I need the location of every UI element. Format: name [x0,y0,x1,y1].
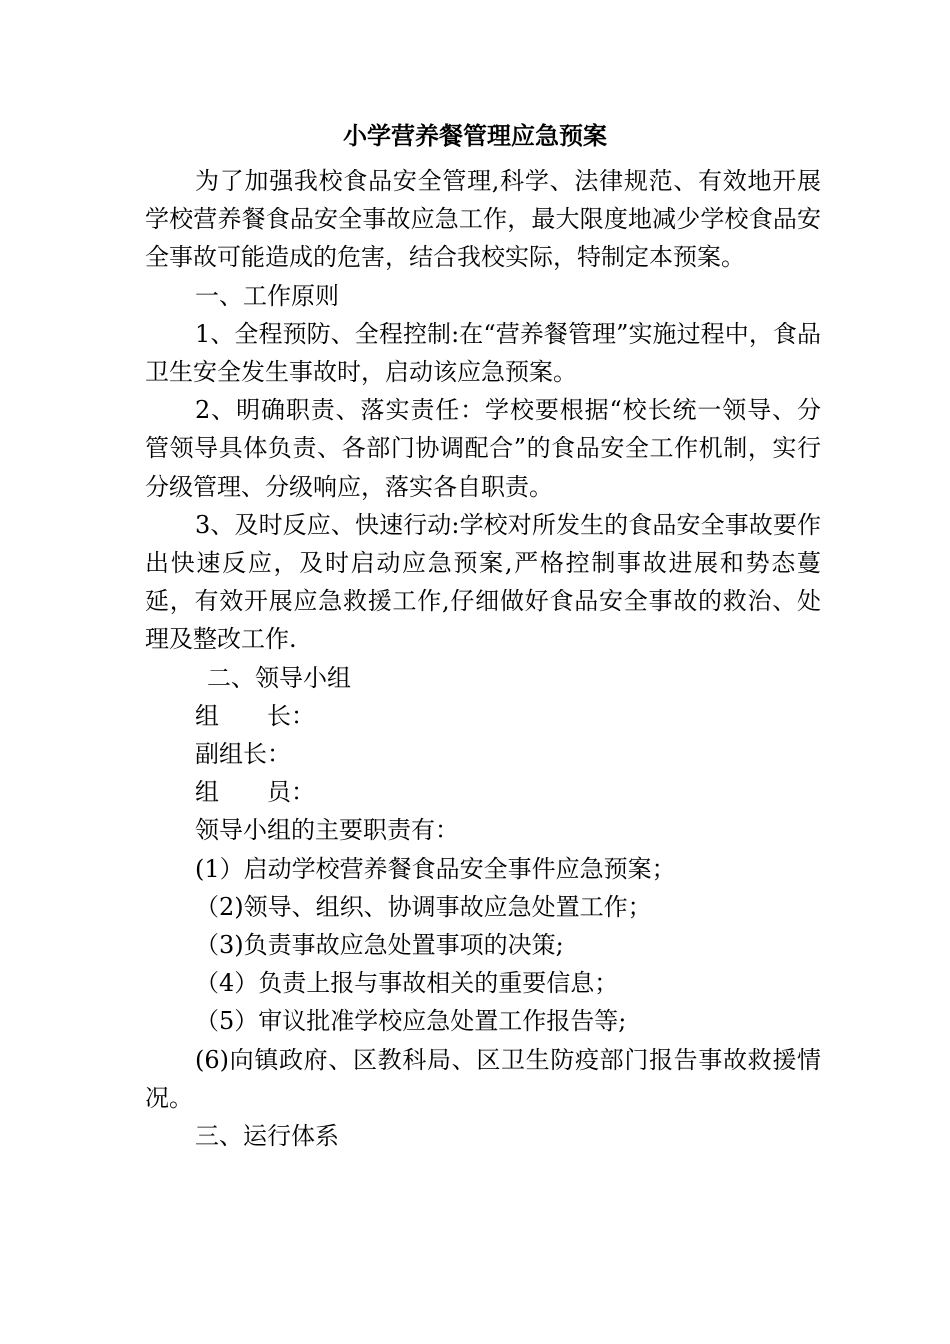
principle-2-paragraph: 2、明确职责、落实责任：学校要根据“校长统一领导、分管领导具体负责、各部门协调配合”的食品安全工作机制，实行分级管理、分级响应，落实各自职责。 [145,396,821,501]
principle-3-paragraph: 3、及时反应、快速行动:学校对所发生的食品安全事故要作出快速反应，及时启动应急预案,严格控制事故进展和势态蔓延，有效开展应急救援工作,仔细做好食品安全事故的救治、处理及整改工作. [145,510,821,654]
deputy-leader-line: 副组长： [195,740,291,769]
intro-paragraph: 为了加强我校食品安全管理,科学、法律规范、有效地开展学校营养餐食品安全事故应急工作，最大限度地减少学校食品安全事故可能造成的危害，结合我校实际，特制定本预案。 [145,167,821,272]
principle-1-paragraph: 1、全程预防、全程控制:在“营养餐管理”实施过程中，食品卫生安全发生事故时，启动该应急预案。 [145,319,821,387]
section-heading-leadership-group: 二、领导小组 [207,663,351,692]
section-heading-work-principles: 一、工作原则 [195,281,339,310]
responsibilities-intro-line: 领导小组的主要职责有： [195,816,459,845]
group-members-line: 组 员： [195,778,315,807]
responsibility-5-line: （5）审议批准学校应急处置工作报告等; [195,1007,627,1036]
responsibility-2-line: （2)领导、组织、协调事故应急处置工作； [195,892,652,921]
responsibility-1-line: (1）启动学校营养餐食品安全事件应急预案； [195,854,676,883]
responsibility-4-line: （4）负责上报与事故相关的重要信息； [195,969,619,998]
responsibility-6-paragraph: (6)向镇政府、区教科局、区卫生防疫部门报告事故救援情况。 [145,1045,821,1112]
section-heading-operating-system: 三、运行体系 [195,1122,339,1151]
document-body [145,162,821,1155]
responsibility-3-line: （3)负责事故应急处置事项的决策; [195,931,564,960]
group-leader-line: 组 长： [195,701,315,730]
document-title: 小学营养餐管理应急预案 [343,122,607,150]
